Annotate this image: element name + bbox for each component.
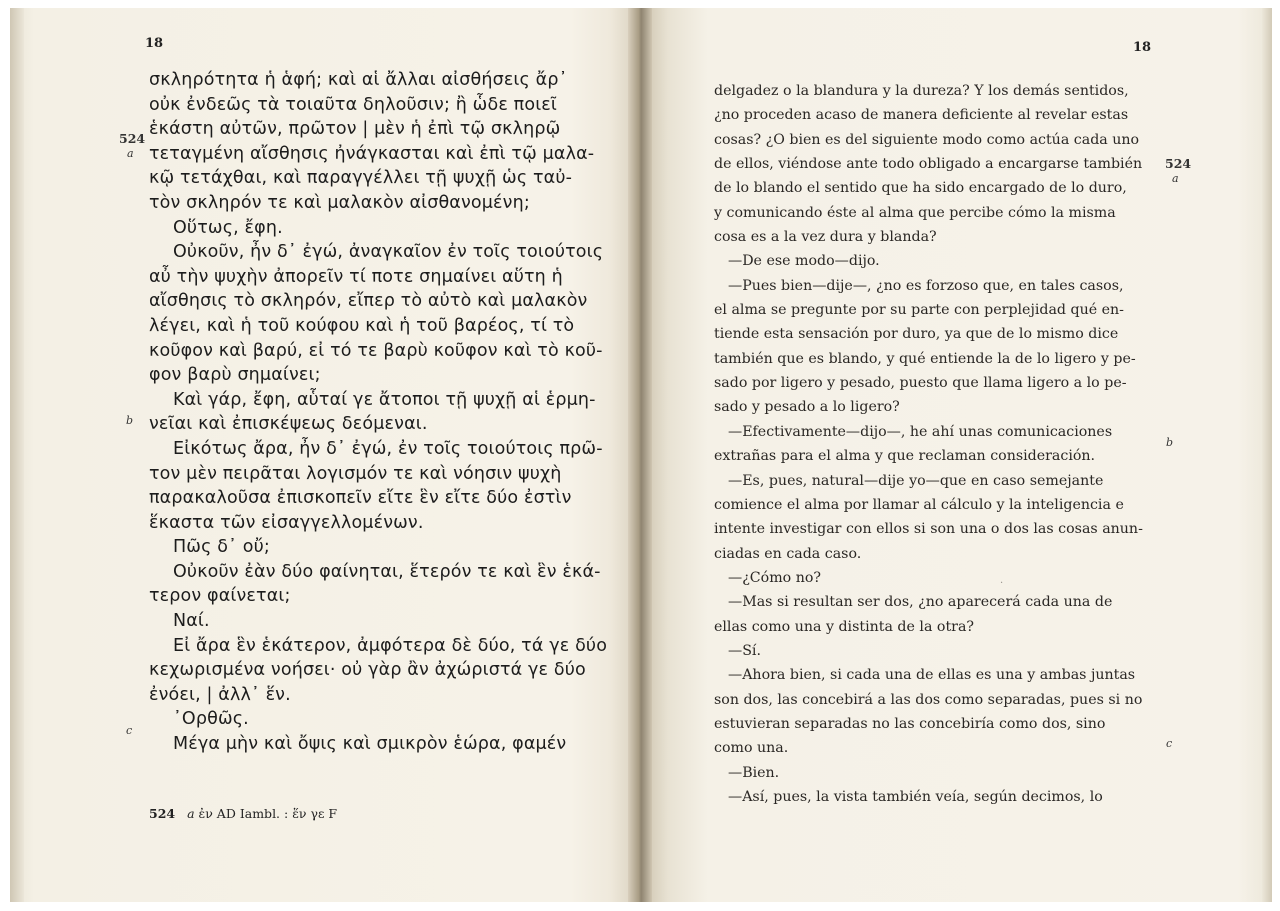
- greek-line: ἑκάστη αὐτῶν, πρῶτον | μὲν ἡ ἐπὶ τῷ σκληρῷ: [149, 119, 561, 140]
- greek-line: οὐκ ἐνδεῶς τὰ τοιαῦτα δηλοῦσιν; ἢ ὧδε ποιεῖ: [149, 94, 557, 115]
- spanish-line: —Ahora bien, si cada una de ellas es una y ambas juntas: [728, 667, 1136, 684]
- greek-line: λέγει, καὶ ἡ τοῦ κούφου καὶ ἡ τοῦ βαρέος, τί τὸ: [149, 315, 575, 336]
- spanish-text-block: [714, 79, 1154, 809]
- greek-line: ᾿Ορθῶς.: [173, 709, 249, 730]
- spanish-line: ¿no proceden acaso de manera deficiente al revelar estas: [714, 107, 1129, 124]
- greek-line: κοῦφον καὶ βαρύ, εἰ τό τε βαρὺ κοῦφον καὶ τὸ κοῦ-: [149, 340, 603, 361]
- footnote-text: ἐν AD Iambl. : ἕν γε F: [198, 806, 338, 821]
- left-margin-letter-b: b: [126, 414, 134, 427]
- greek-line: ἕκαστα τῶν εἰσαγγελλομένων.: [149, 512, 424, 533]
- greek-line: Οὕτως, ἔφη.: [173, 217, 283, 238]
- spanish-line: estuvieran separadas no las concebiría como dos, sino: [714, 715, 1106, 732]
- greek-text-block: [149, 68, 608, 757]
- spanish-line: delgadez o la blandura y la dureza? Y los demás sentidos,: [714, 83, 1129, 99]
- spanish-line: de ellos, viéndose ante todo obligado a encargarse también: [714, 156, 1143, 173]
- spanish-line: comience el alma por llamar al cálculo y la inteligencia e: [714, 496, 1124, 513]
- greek-line: ἐνόει, | ἀλλ᾽ ἕν.: [149, 684, 291, 705]
- greek-line: αἴσθησις τὸ σκληρόν, εἴπερ τὸ αὐτὸ καὶ μαλακὸν: [149, 291, 588, 312]
- right-page-edge: [1262, 8, 1272, 902]
- greek-line: Πῶς δ᾽ οὔ;: [173, 537, 270, 558]
- spanish-line: cosas? ¿O bien es del siguiente modo como actúa cada uno: [714, 131, 1140, 148]
- spanish-line: —Es, pues, natural—dije yo—que en caso semejante: [728, 472, 1104, 489]
- spanish-line: —Pues bien—dije—, ¿no es forzoso que, en tales casos,: [728, 277, 1124, 294]
- right-margin-letter-b: b: [1166, 436, 1174, 449]
- spanish-line: extrañas para el alma y que reclaman consideración.: [714, 448, 1096, 465]
- spanish-line: el alma se pregunte por su parte con perplejidad qué en-: [714, 302, 1124, 319]
- spanish-line: intente investigar con ellos si son una o dos las cosas anun-: [714, 521, 1143, 538]
- book-gutter: [628, 8, 652, 902]
- spanish-line: también que es blando, y qué entiende la de lo ligero y pe-: [714, 350, 1136, 367]
- left-margin-stephanus-number: 524: [119, 131, 146, 146]
- spanish-line: cosa es a la vez dura y blanda?: [714, 229, 937, 246]
- greek-line: Οὐκοῦν, ἦν δ᾽ ἐγώ, ἀναγκαῖον ἐν τοῖς τοιούτοις: [173, 242, 604, 263]
- spanish-line: de lo blando el sentido que ha sido encargado de lo duro,: [714, 180, 1127, 197]
- spanish-line: ciadas en cada caso.: [714, 545, 862, 562]
- greek-line: σκληρότητα ἡ ἁφή; καὶ αἱ ἄλλαι αἰσθήσεις ἄρ᾽: [149, 70, 568, 90]
- critical-apparatus-footnote: [149, 806, 337, 821]
- left-page-number: 18: [145, 36, 164, 51]
- greek-line: Μέγα μὴν καὶ ὄψις καὶ σμικρὸν ἑώρα, φαμέν: [173, 734, 567, 755]
- right-page-number: 18: [1133, 40, 1152, 55]
- greek-line: Οὐκοῦν ἐὰν δύο φαίνηται, ἕτερόν τε καὶ ἓν ἑκά-: [173, 561, 601, 582]
- spanish-line: —¿Cómo no?: [728, 569, 821, 586]
- greek-line: Καὶ γάρ, ἔφη, αὗταί γε ἄτοποι τῇ ψυχῇ αἱ ἑρμη-: [173, 389, 596, 410]
- greek-line: τερον φαίνεται;: [149, 586, 291, 607]
- print-speck-mark: ·: [1000, 578, 1004, 589]
- greek-line: Εἰ ἄρα ἓν ἑκάτερον, ἀμφότερα δὲ δύο, τά γε δύο: [173, 635, 608, 656]
- greek-line: Ναί.: [173, 611, 210, 632]
- spanish-line: como una.: [714, 740, 789, 757]
- footnote-number: 524: [149, 806, 176, 821]
- spanish-line: —De ese modo—dijo.: [728, 253, 880, 270]
- greek-line: νεῖαι καὶ ἐπισκέψεως δεόμεναι.: [149, 414, 428, 435]
- spanish-line: sado por ligero y pesado, puesto que llama ligero a lo pe-: [714, 375, 1127, 392]
- right-margin-stephanus-number: 524: [1165, 156, 1192, 171]
- greek-line: Εἰκότως ἄρα, ἦν δ᾽ ἐγώ, ἐν τοῖς τοιούτοις πρῶ-: [173, 438, 603, 459]
- spanish-line: ellas como una y distinta de la otra?: [714, 618, 975, 635]
- right-margin-letter-c: c: [1166, 737, 1173, 750]
- spanish-line: tiende esta sensación por duro, ya que de lo mismo dice: [714, 326, 1119, 343]
- right-margin-letter-a: a: [1172, 172, 1179, 185]
- left-page-edge: [10, 8, 24, 902]
- spanish-line: —Mas si resultan ser dos, ¿no aparecerá cada una de: [728, 594, 1113, 611]
- greek-line: φον βαρὺ σημαίνει;: [149, 365, 321, 386]
- greek-line: κεχωρισμένα νοήσει· οὐ γὰρ ἂν ἀχώριστά γε δύο: [149, 660, 586, 681]
- footnote-letter: a: [187, 806, 195, 821]
- left-margin-letter-a: a: [127, 147, 134, 160]
- spanish-line: —Así, pues, la vista también veía, según decimos, lo: [728, 788, 1103, 805]
- spanish-line: son dos, las concebirá a las dos como separadas, pues si no: [714, 691, 1143, 708]
- spanish-line: y comunicando éste al alma que percibe cómo la misma: [714, 204, 1116, 221]
- greek-line: τον μὲν πειρᾶται λογισμόν τε καὶ νόησιν ψυχὴ: [149, 463, 562, 484]
- spanish-line: —Sí.: [728, 642, 761, 659]
- greek-line: αὖ τὴν ψυχὴν ἀπορεῖν τί ποτε σημαίνει αὕτη ἡ: [149, 266, 563, 287]
- greek-line: τὸν σκληρόν τε καὶ μαλακὸν αἰσθανομένη;: [149, 192, 530, 213]
- left-margin-letter-c: c: [126, 724, 133, 737]
- spanish-line: —Efectivamente—dijo—, he ahí unas comunicaciones: [728, 423, 1113, 440]
- spanish-line: —Bien.: [728, 764, 780, 781]
- greek-line: τεταγμένη αἴσθησις ἠνάγκασται καὶ ἐπὶ τῷ μαλα-: [149, 143, 595, 164]
- greek-line: κῷ τετάχθαι, καὶ παραγγέλλει τῇ ψυχῇ ὡς ταὐ-: [149, 168, 573, 189]
- spanish-line: sado y pesado a lo ligero?: [714, 399, 900, 416]
- greek-line: παρακαλοῦσα ἐπισκοπεῖν εἴτε ἓν εἴτε δύο ἐστὶν: [149, 488, 572, 509]
